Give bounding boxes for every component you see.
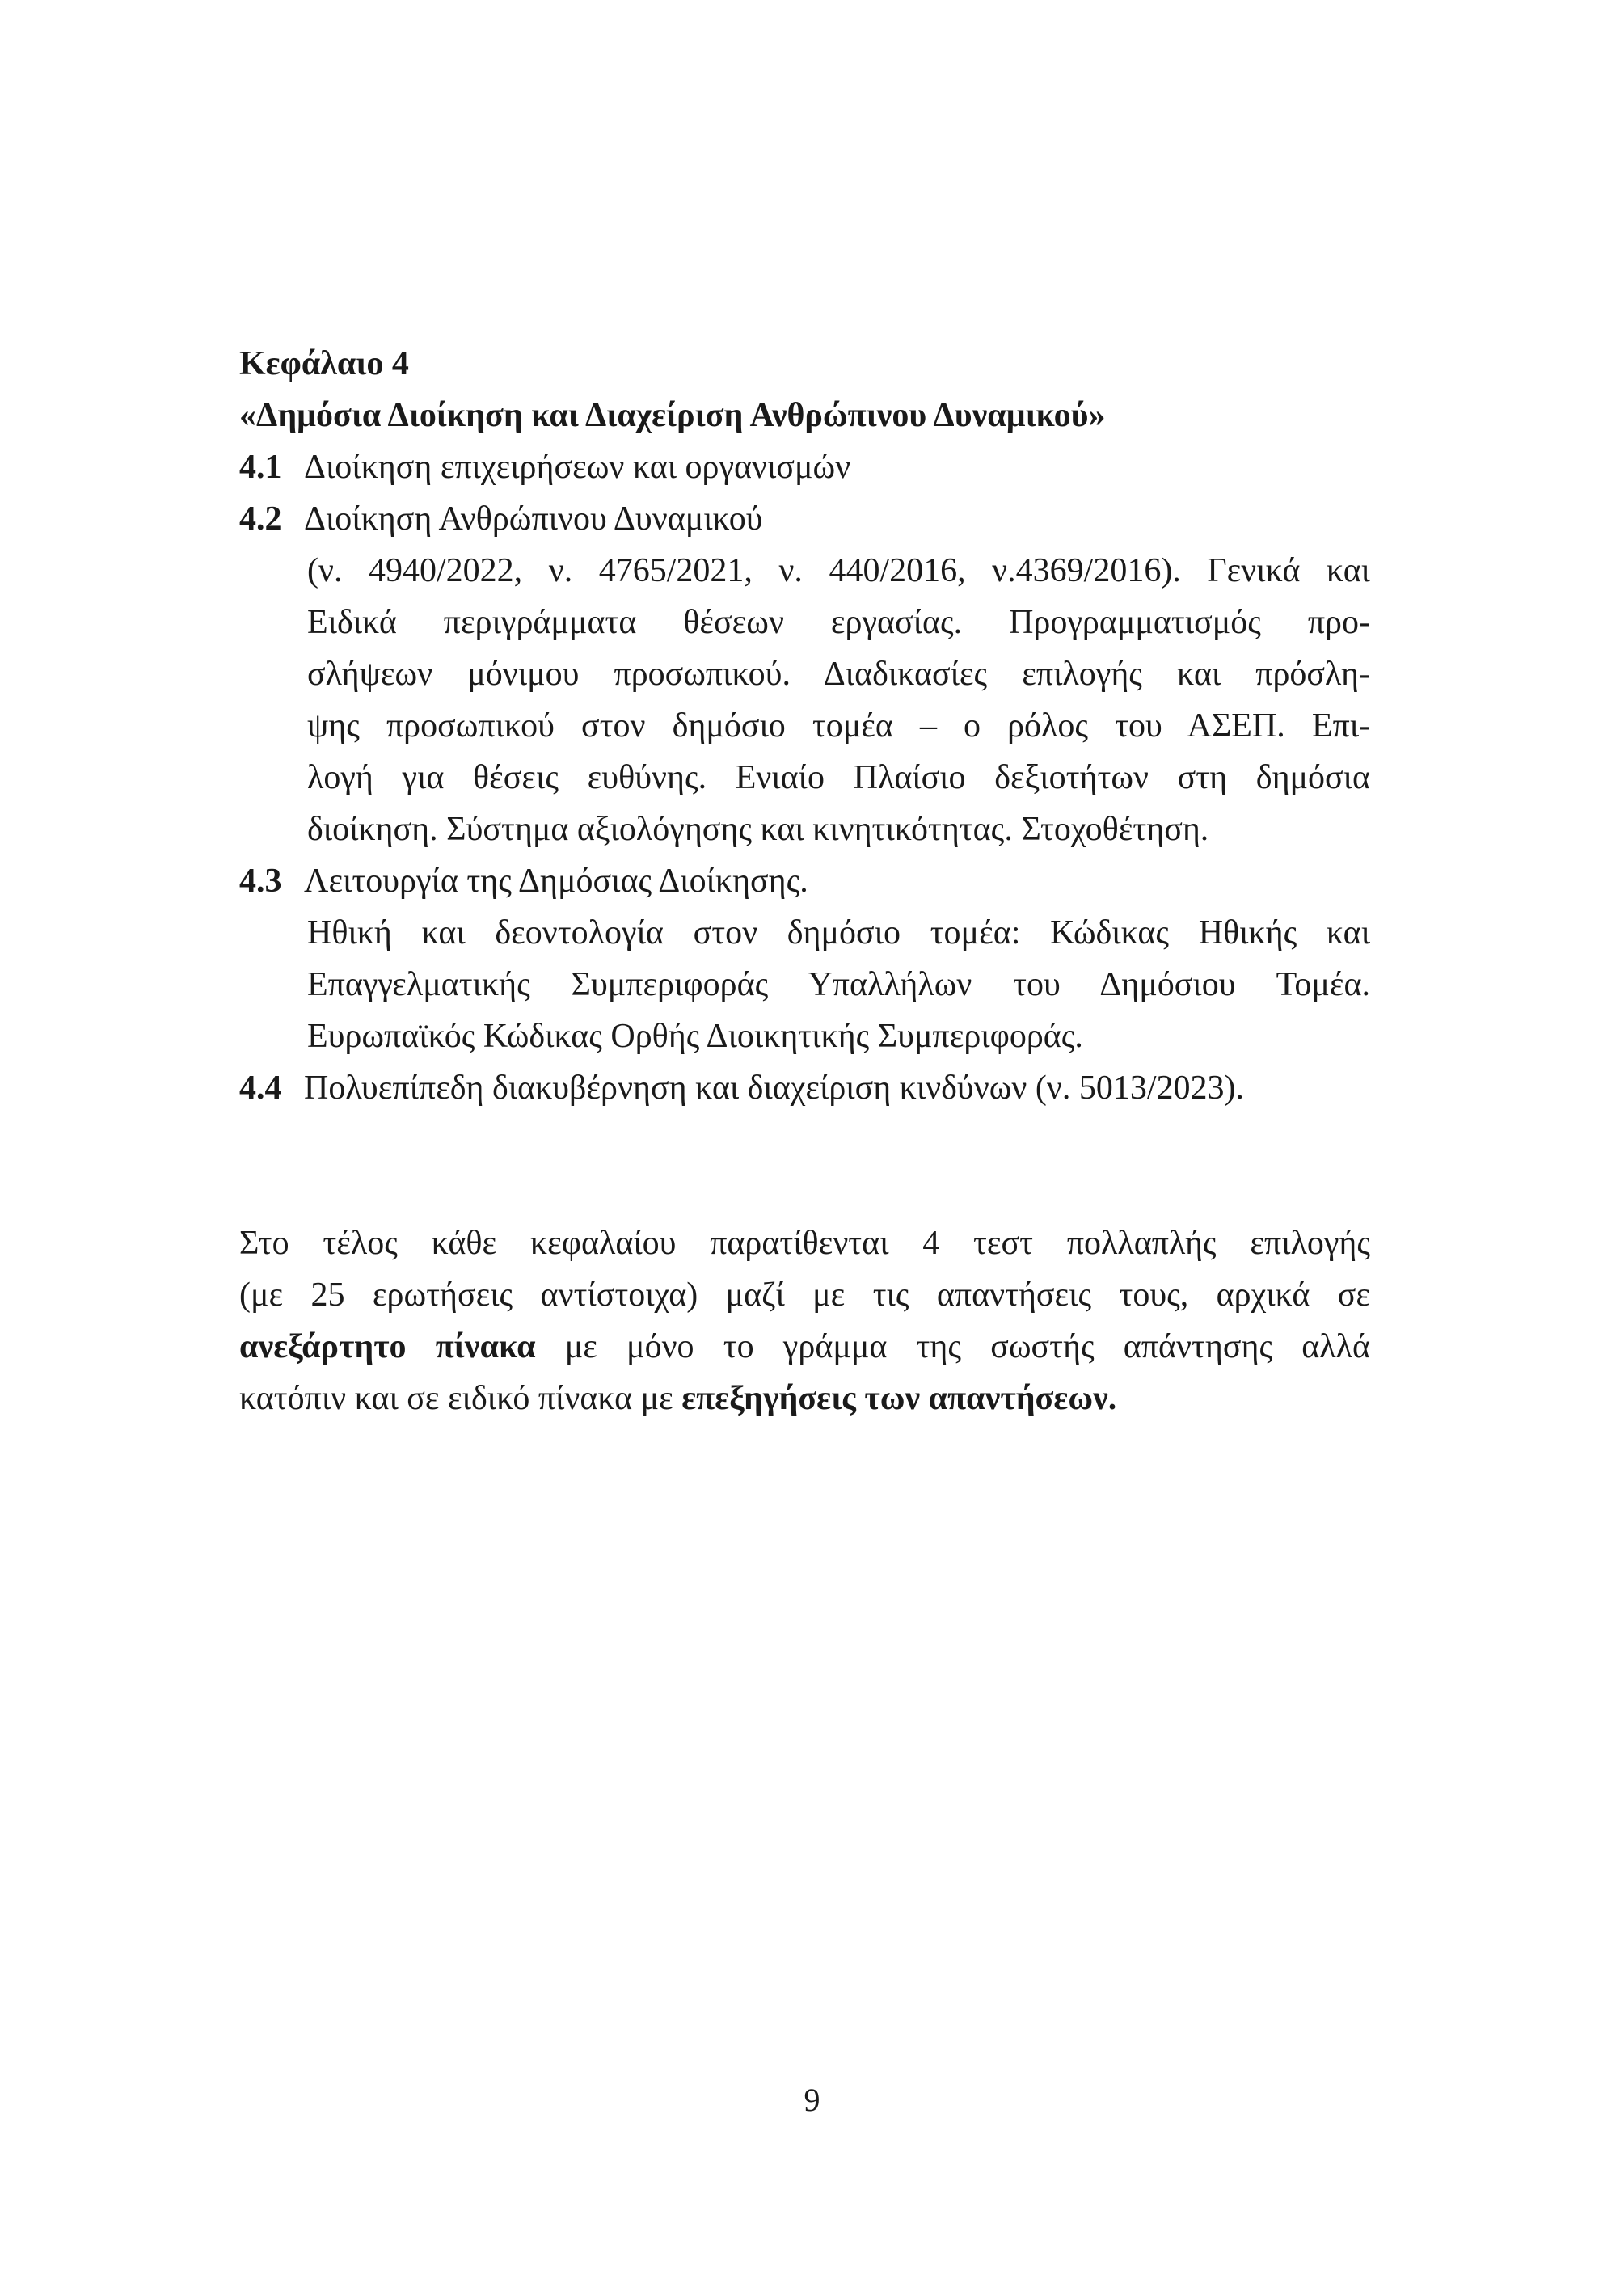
section-4-2: [239, 493, 763, 545]
note-emphasis: ανεξάρτητο πίνακα: [239, 1328, 536, 1365]
body-line: Ηθική και δεοντολογία στον δημόσιο τομέα: Κώδικας Ηθικής και: [307, 914, 1370, 951]
section-number: 4.4: [239, 1070, 282, 1107]
section-title: Πολυεπίπεδη διακυβέρνηση και διαχείριση κινδύνων (ν. 5013/2023).: [304, 1070, 1244, 1107]
section-number: 4.2: [239, 500, 282, 538]
section-4-4: [239, 1062, 1244, 1114]
chapter-heading: Κεφάλαιο 4: [239, 345, 409, 382]
body-line: Επαγγελματικής Συμπεριφοράς Υπαλλήλων του Δημόσιου Τομέα.: [307, 966, 1370, 1003]
body-line: ψης προσωπικού στον δημόσιο τομέα – ο ρόλος του ΑΣΕΠ. Επι-: [307, 707, 1370, 745]
note-line: Στο τέλος κάθε κεφαλαίου παρατίθενται 4 τεστ πολλαπλής επιλογής: [239, 1225, 1370, 1262]
note-paragraph: [239, 1217, 1370, 1424]
note-text: με μόνο το γράμμα της σωστής απάντησης αλλά: [535, 1328, 1371, 1365]
page-number: 9: [804, 2082, 820, 2118]
note-emphasis: επεξηγήσεις των απαντήσεων.: [681, 1380, 1117, 1417]
section-4-1: [239, 441, 850, 493]
section-title: Διοίκηση Ανθρώπινου Δυναμικού: [304, 500, 763, 538]
body-line: Ευρωπαϊκός Κώδικας Ορθής Διοικητικής Συμπεριφοράς.: [307, 1018, 1083, 1055]
section-title: Διοίκηση επιχειρήσεων και οργανισμών: [304, 449, 851, 486]
section-title: Λειτουργία της Δημόσιας Διοίκησης.: [304, 863, 808, 900]
body-line: (ν. 4940/2022, ν. 4765/2021, ν. 440/2016, ν.4369/2016). Γενικά και: [307, 552, 1370, 589]
section-number: 4.1: [239, 449, 282, 486]
section-4-2-body: [307, 545, 1370, 855]
note-text: κατόπιν και σε ειδικό πίνακα με: [239, 1380, 682, 1417]
chapter-title: «Δημόσια Διοίκηση και Διαχείριση Ανθρώπινου Δυναμικού»: [239, 397, 1106, 434]
note-line: [239, 1373, 1370, 1424]
section-4-3: [239, 855, 808, 907]
body-line: λογή για θέσεις ευθύνης. Ενιαίο Πλαίσιο δεξιοτήτων στη δημόσια: [307, 759, 1370, 796]
body-line: σλήψεων μόνιμου προσωπικού. Διαδικασίες επιλογής και πρόσλη-: [307, 656, 1370, 693]
section-number: 4.3: [239, 863, 282, 900]
section-4-3-body: [307, 907, 1370, 1062]
body-line: διοίκηση. Σύστημα αξιολόγησης και κινητικότητας. Στοχοθέτηση.: [307, 811, 1209, 848]
note-line: (με 25 ερωτήσεις αντίστοιχα) μαζί με τις απαντήσεις τους, αρχικά σε: [239, 1276, 1370, 1314]
note-line: [239, 1321, 1370, 1373]
body-line: Ειδικά περιγράμματα θέσεων εργασίας. Προγραμματισμός προ-: [307, 604, 1370, 641]
